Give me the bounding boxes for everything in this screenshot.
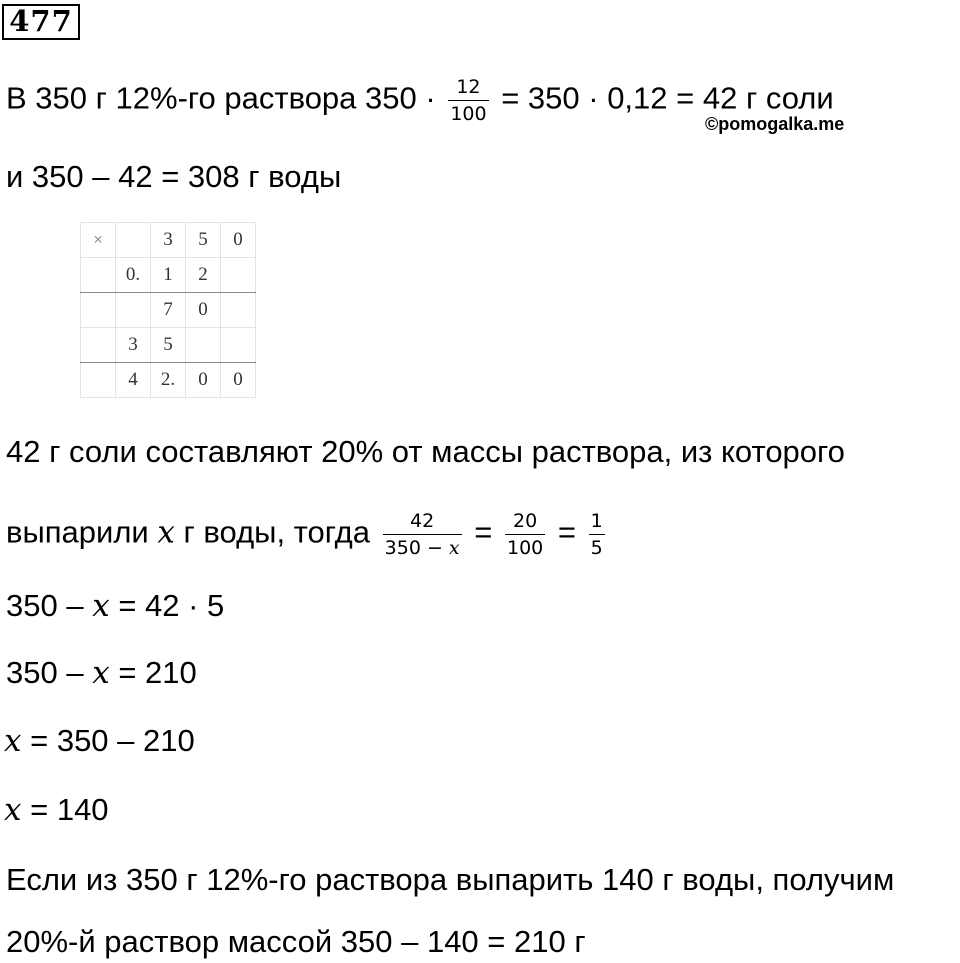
line-water-mass: и 350 – 42 = 308 г воды <box>6 159 342 194</box>
denominator-part: 350 − <box>384 537 443 559</box>
table-cell: 0 <box>186 293 221 328</box>
variable-x: x <box>4 792 22 828</box>
fraction-denominator <box>383 535 462 559</box>
table-cell: 5 <box>151 328 186 363</box>
fraction-20-100 <box>505 510 545 559</box>
equation-line <box>6 586 224 626</box>
fraction-numerator: 42 <box>383 510 462 535</box>
multiply-sign: × <box>81 223 116 258</box>
table-cell: 7 <box>151 293 186 328</box>
variable-x: x <box>448 537 460 559</box>
problem-number: 477 <box>2 4 80 40</box>
line1-text-a: В 350 г 12%-го раствора 350 · <box>6 80 436 116</box>
fraction-numerator: 12 <box>448 76 488 101</box>
line4-text-b: г воды, тогда <box>183 514 371 550</box>
table-cell <box>81 328 116 363</box>
equation-line <box>6 653 197 693</box>
table-cell <box>221 328 256 363</box>
table-cell: 1 <box>151 258 186 293</box>
table-cell <box>81 293 116 328</box>
line4-text-a: выпарили <box>6 514 149 550</box>
line-salt-percent: 42 г соли составляют 20% от массы раствора, из которого <box>6 434 845 469</box>
equation-line <box>4 721 195 761</box>
table-cell <box>116 293 151 328</box>
equals-sign: = <box>474 514 493 550</box>
table-cell: 3 <box>116 328 151 363</box>
fraction-42-350-x <box>383 510 462 559</box>
equation-pre: 350 – <box>6 588 84 623</box>
table-cell <box>116 223 151 258</box>
equation-pre: 350 – <box>6 655 84 690</box>
table-cell: 4 <box>116 363 151 398</box>
table-cell: 0 <box>221 223 256 258</box>
fraction-denominator: 5 <box>590 537 603 559</box>
table-cell <box>221 293 256 328</box>
fraction-denominator: 100 <box>507 537 544 559</box>
variable-x: x <box>92 588 110 624</box>
fraction-numerator: 1 <box>589 510 605 535</box>
table-cell <box>221 258 256 293</box>
equation-line <box>4 790 109 830</box>
table-cell: 5 <box>186 223 221 258</box>
fraction-12-100 <box>448 76 488 125</box>
variable-x: x <box>92 655 110 691</box>
table-cell: 3 <box>151 223 186 258</box>
line-equation-setup <box>6 510 609 559</box>
equation-post: = 140 <box>30 792 109 827</box>
conclusion-line-2: 20%-й раствор массой 350 – 140 = 210 г <box>6 924 586 959</box>
conclusion-line-1: Если из 350 г 12%-го раствора выпарить 140 г воды, получим <box>6 862 895 897</box>
variable-x: x <box>4 723 22 759</box>
table-cell: 0 <box>186 363 221 398</box>
table-cell: 2. <box>151 363 186 398</box>
variable-x: x <box>157 514 175 551</box>
line1-text-b: = 350 · 0,12 = 42 г соли <box>501 80 834 116</box>
equation-post: = 350 – 210 <box>30 723 195 758</box>
table-cell <box>81 258 116 293</box>
equation-post: = 210 <box>118 655 197 690</box>
table-cell: 2 <box>186 258 221 293</box>
watermark: ©pomogalka.me <box>705 114 845 134</box>
equation-post: = 42 · 5 <box>118 588 225 623</box>
fraction-denominator: 100 <box>450 103 487 125</box>
table-cell <box>186 328 221 363</box>
equals-sign: = <box>557 514 576 550</box>
fraction-1-5 <box>589 510 605 559</box>
multiplication-table <box>80 222 256 398</box>
table-cell <box>81 363 116 398</box>
table-cell: 0. <box>116 258 151 293</box>
fraction-numerator: 20 <box>505 510 545 535</box>
table-cell: 0 <box>221 363 256 398</box>
